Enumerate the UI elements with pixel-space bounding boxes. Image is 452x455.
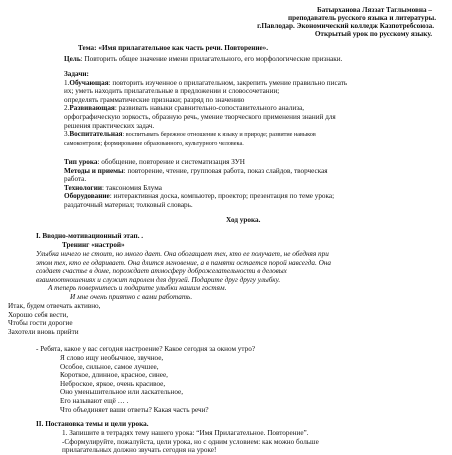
tasks-block [64,70,347,148]
mood-line: Оно уменьшительное или ласкательное, [60,388,184,397]
topic-label: Тема: [78,44,97,52]
task-2-line-3: решения практических задач. [64,121,155,130]
poem-line: Хорошо себя вести, [8,310,69,319]
poem-line: Чтобы гости дорогие [8,319,73,328]
task-1-line-3: определять грамматические признаки; разряд по значению [64,95,245,104]
mood-line: Я слово ищу необычное, звучное, [60,354,164,362]
lesson-info-block [64,158,334,210]
task-3-label: Воспитательная [69,130,123,139]
lesson-kind: Открытый урок по русскому языку. [314,30,432,38]
poem-line: Захотели вновь прийти [8,327,79,336]
section-1-subheading: Тренинг «настрой» [62,241,125,249]
topic-value: «Имя прилагательное как часть речи. Повторение». [96,44,269,52]
section-2-heading: II. Постановка темы и цели урока. [36,420,149,428]
mood-line: Что объединяет ваши ответы? Какая часть речи? [60,405,209,414]
goal-line [64,55,342,64]
smile-paragraph: Улыбка ничего не стоит, но много дает. Она обогащает тех, кто ее получает, не обедняя при этом тех, кто ее одаривает. Она длится мгновение, а в памяти остается порой навсегда. Она создает счастье в доме, порождает атмосферу доброжелательности в деловых взаимоотношениях и служит паролем для друзей. Подарите друг другу улыбку. А теперь повернитесь и подарите улыбки нашим гостям. И мне очень приятно с вами работать. [36,250,331,301]
mood-line: Его называют ещё … . [60,396,129,405]
author-position: преподаватель русского языка и литературы. [288,14,436,22]
topic-line [78,44,268,53]
lesson-tech: Технологии: таксономия Блума [64,183,162,192]
task-3-line-1: 3.Воспитательная: воспитывать бережное отношение к языку и природе; развитие навыков [64,130,316,139]
mood-line: Короткое, длинное, красное, синее, [60,371,168,380]
task-1-line-1: 1.Обучающая: повторить изученное о прилагательном, закрепить умение правильно писать [64,78,348,87]
task-2-line-1: 2.Развивающая: развивать навыки сравнительно-сопоставительного анализа, [64,104,305,113]
task-2-line-2: орфографическую зоркость, образную речь, умение творческого применения знаний для [64,112,336,121]
poem-block [8,302,100,336]
lesson-equipment-2: раздаточный материал; толковый словарь. [64,200,193,209]
lesson-type: Тип урока: обобщение, повторение и систематизация ЗУН [64,158,245,166]
task-2-label: Развивающая [69,104,115,113]
lesson-methods-2: работа. [64,175,87,184]
mood-question: - Ребята, какое у вас сегодня настроение? Какое сегодня за окном утро? [36,345,256,353]
task-3-line-2: самоконтроля; формирование образованного, культурного человека. [64,139,244,147]
mood-line: Неброское, яркое, очень красивое, [60,379,166,388]
author-college: г.Павлодар. Экономический колледж Казпотребсоюза. [257,22,434,30]
task-1-label: Обучающая [69,78,109,87]
section-1-heading: I. Вводно-мотивационный этап. . [36,232,144,240]
tasks-heading: Задачи: [64,70,89,78]
goal-label: Цель [64,55,81,63]
lesson-equipment-1: Оборудование: интерактивная доска, компьютер, проектор; презентация по теме урока; [64,192,335,201]
task-1-line-2: их; уметь находить прилагательные в предложении и словосочетании; [64,87,280,96]
author-name: Батырханова Ляззат Таглымовна – [316,6,432,14]
mood-line: Особое, сильное, самое лучшее, [60,362,159,371]
goal-value: : Повторить общее значение имени прилагательного, его морфологические признаки. [80,55,343,63]
lesson-methods-1: Методы и приемы: повторение, чтение, групповая работа, показ слайдов, творческая [64,166,328,175]
mood-words [60,354,209,414]
section-2-text: 1. Запишите в тетрадях тему нашего урока: “Имя Прилагательное. Повторение”. -Сформулируйте, пожалуйста, цели урока, но с одним условием: как можно больше прилагательных должно звучать сегодня на уроке! [62,429,319,455]
course-heading: Ход урока. [226,216,261,224]
poem-line: Итак, будем отвечать активно, [8,302,101,310]
